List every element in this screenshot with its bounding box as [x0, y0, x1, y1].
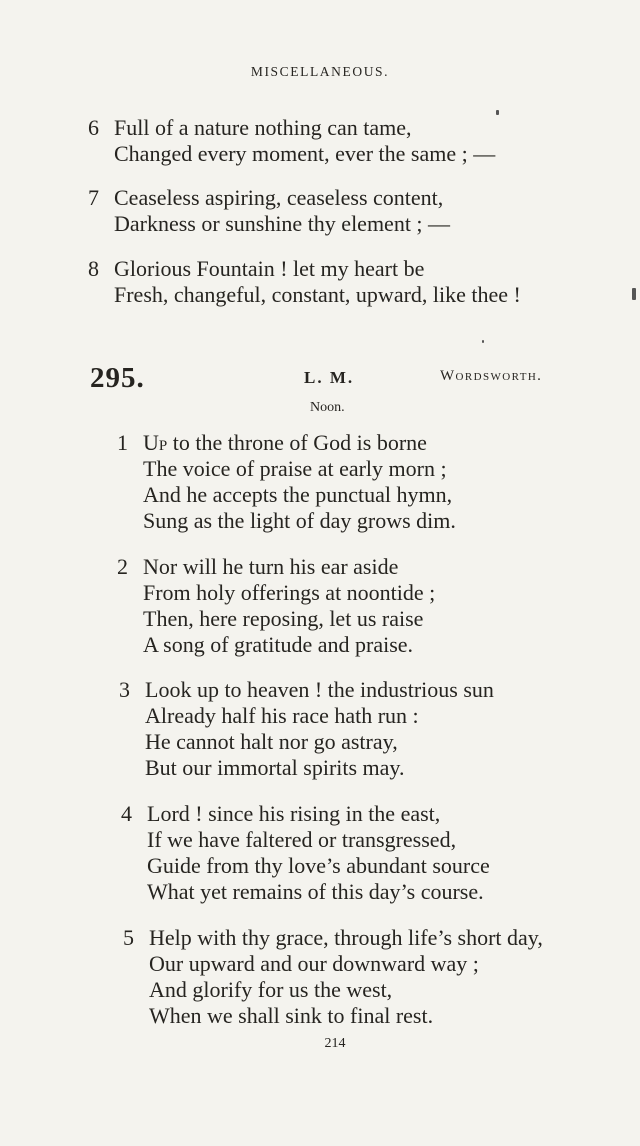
stanza-number: 3: [119, 677, 130, 702]
verse-line: The voice of praise at early morn ;: [143, 456, 447, 481]
verse-line: Then, here reposing, let us raise: [143, 606, 424, 631]
stanza-2: [117, 554, 435, 658]
verse-line: What yet remains of this day’s course.: [147, 879, 484, 904]
running-head: MISCELLANEOUS.: [250, 64, 390, 79]
first-word-rest: p: [158, 430, 168, 455]
stanza-number: 4: [121, 801, 132, 826]
verse-line: Changed every moment, ever the same ; —: [114, 141, 496, 166]
hymn-author: Wordsworth.: [440, 368, 543, 384]
verse-line: From holy offerings at noontide ;: [143, 580, 436, 605]
page-number: 214: [324, 1036, 346, 1051]
verse-line: When we shall sink to final rest.: [149, 1003, 434, 1028]
verse-line: Sung as the light of day grows dim.: [143, 508, 456, 533]
stanza-3: [119, 677, 494, 781]
verse-line: Our upward and our downward way ;: [149, 951, 479, 976]
verse-line: Fresh, changeful, constant, upward, like thee !: [114, 282, 521, 307]
stanza-number: 5: [123, 925, 134, 950]
stanza-number: 7: [88, 185, 99, 210]
ink-speck: [482, 340, 484, 343]
verse-line: And he accepts the punctual hymn,: [143, 482, 453, 507]
verse-line: Darkness or sunshine thy element ; —: [114, 211, 451, 236]
prior-stanza-7: [88, 185, 450, 237]
verse-line: Full of a nature nothing can tame,: [114, 115, 412, 140]
prior-stanza-8: [88, 256, 521, 308]
verse-line: Lord ! since his rising in the east,: [147, 801, 441, 826]
stanza-number: 1: [117, 430, 128, 455]
verse-line: Nor will he turn his ear aside: [143, 554, 399, 579]
verse-line: And glorify for us the west,: [149, 977, 393, 1002]
hymn-meter: L. M.: [304, 368, 355, 387]
verse-line: If we have faltered or transgressed,: [147, 827, 457, 852]
verse-line: A song of gratitude and praise.: [143, 632, 414, 657]
hymn-header: [0, 362, 640, 392]
stanza-1: [117, 430, 456, 534]
prior-stanza-6: [88, 115, 495, 167]
verse-line: But our immortal spirits may.: [145, 755, 405, 780]
stanza-number: 2: [117, 554, 128, 579]
stanza-number: 8: [88, 256, 99, 281]
verse-line: Look up to heaven ! the industrious sun: [145, 677, 494, 702]
verse-line: Help with thy grace, through life’s short day,: [149, 925, 543, 950]
verse-line: Ceaseless aspiring, ceaseless content,: [114, 185, 444, 210]
stanza-4: [121, 801, 490, 905]
stanza-5: [123, 925, 543, 1029]
verse-line: Guide from thy love’s abundant source: [147, 853, 490, 878]
drop-cap-letter: U: [143, 430, 159, 455]
verse-line: He cannot halt nor go astray,: [145, 729, 398, 754]
verse-line: Glorious Fountain ! let my heart be: [114, 256, 425, 281]
verse-line: to the throne of God is borne: [167, 430, 427, 455]
hymn-subtitle: Noon.: [310, 400, 345, 415]
ink-speck: [496, 110, 499, 115]
stanza-number: 6: [88, 115, 99, 140]
ink-speck: [632, 288, 636, 300]
hymn-number: 295.: [90, 362, 145, 394]
verse-line: Already half his race hath run :: [145, 703, 419, 728]
